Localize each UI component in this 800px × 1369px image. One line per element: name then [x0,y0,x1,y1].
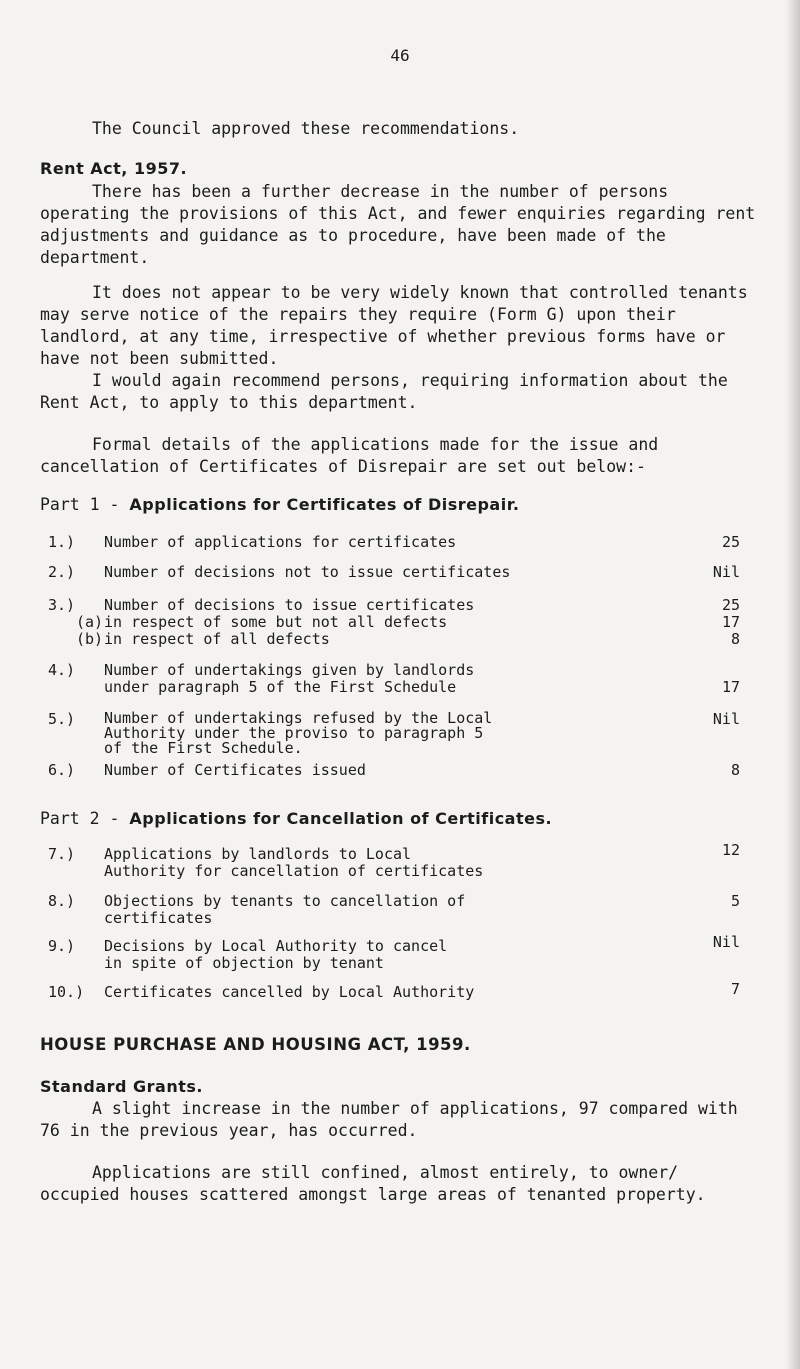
list-item: 7.) Applications by landlords to Local Authority for cancellation of certificates 12 [48,841,740,880]
paragraph-recommend: I would again recommend persons, requiring information about the Rent Act, to apply to this department. [40,371,728,412]
list-item: 5.) Number of undertakings refused by the Local Authority under the proviso to paragraph 5 of the First Schedule. Nil [48,709,740,757]
paragraph-rent-act: There has been a further decrease in the number of persons operating the provisions of this Act, and fewer enquiries regarding rent adjustments and guidance as to procedure, have been made of the department. [40,182,756,267]
rent-act-heading: Rent Act, 1957. [40,159,188,178]
page-number: 46 [390,46,410,65]
house-purchase-heading: HOUSE PURCHASE AND HOUSING ACT, 1959. [40,1035,471,1054]
part1-heading: Part 1 - Applications for Certificates of Disrepair. [40,495,520,514]
standard-grants-heading: Standard Grants. [40,1077,203,1096]
page-edge-shadow [786,0,800,1369]
list-item: 4.) Number of undertakings given by landlords under paragraph 5 of the First Schedule 17 [48,661,740,696]
paragraph-form-g: It does not appear to be very widely known that controlled tenants may serve notice of the repairs they require (Form G) upon their landlord, at any time, irrespective of whether previous forms have or have not been submitted. [40,283,748,368]
list-item: 9.) Decisions by Local Authority to cancel in spite of objection by tenant Nil [48,933,740,972]
paragraph-formal-details: Formal details of the applications made for the issue and cancellation of Certificates of Disrepair are set out below:- [40,435,659,476]
part2-heading: Part 2 - Applications for Cancellation of Certificates. [40,809,553,828]
paragraph-owner-occupied: Applications are still confined, almost entirely, to owner/ occupied houses scattered amongst large areas of tenanted property. [40,1163,706,1204]
list-item: 8.) Objections by tenants to cancellation of certificates 5 [48,892,740,927]
paragraph-approval: The Council approved these recommendations. [92,119,520,138]
document-page: 46 The Council approved these recommendations. Rent Act, 1957. There has been a further decrease in the number of persons operating the provisions of this Act, and fewer enquiries regarding rent adjustments and guidance as to procedure, have been made of the department. It does not appear to be very widely known that controlled tenants may serve notice of the repairs they require (Form G) upon their landlord, at any time, irrespective of whether previous forms have or have not been submitted. I would again recommend persons, requiring information about the Rent Act, to apply to this department. Formal details of the applications made for the issue and cancellation of Certificates of Disrepair are set out below:- Part 1 - Applications for Certificates of Disrepair. 1.) Number of applications for certificates 25 2.) Number of decisions not to issue certificates Nil 3.) Number of decisions to issue certificates 25 (a) in respect of some but not all defects 17 (b) in respect of all defects 8 4.) Number of undertakings given by landlords under paragraph 5 of the First Schedule 17 5.) Number of undertakings refused by the Local Authority under the proviso to paragraph 5 of the First Schedule. Nil 6.) Number of Certificates issued 8 Part 2 - Applications for Cancellation of Certificates. 7.) Applications by landlords to Local Authority for cancellation of certificates 12 8.) Objections by tenants to cancellation of certificates 5 9.) Decisions by Local Authority to cancel in spite of objection by tenant Nil 10.) Certificates cancelled by Local Authority 7 HOUSE PURCHASE AND HOUSING ACT, 1959. Standard Grants. A slight increase in the number of applications, 97 compared with 76 in the previous year, has occurred. Applications are still confined, almost entirely, to owner/ occupied houses scattered amongst large areas of tenanted property. [0,0,800,1369]
paragraph-standard-grants: A slight increase in the number of applications, 97 compared with 76 in the previous year, has occurred. [40,1099,738,1140]
